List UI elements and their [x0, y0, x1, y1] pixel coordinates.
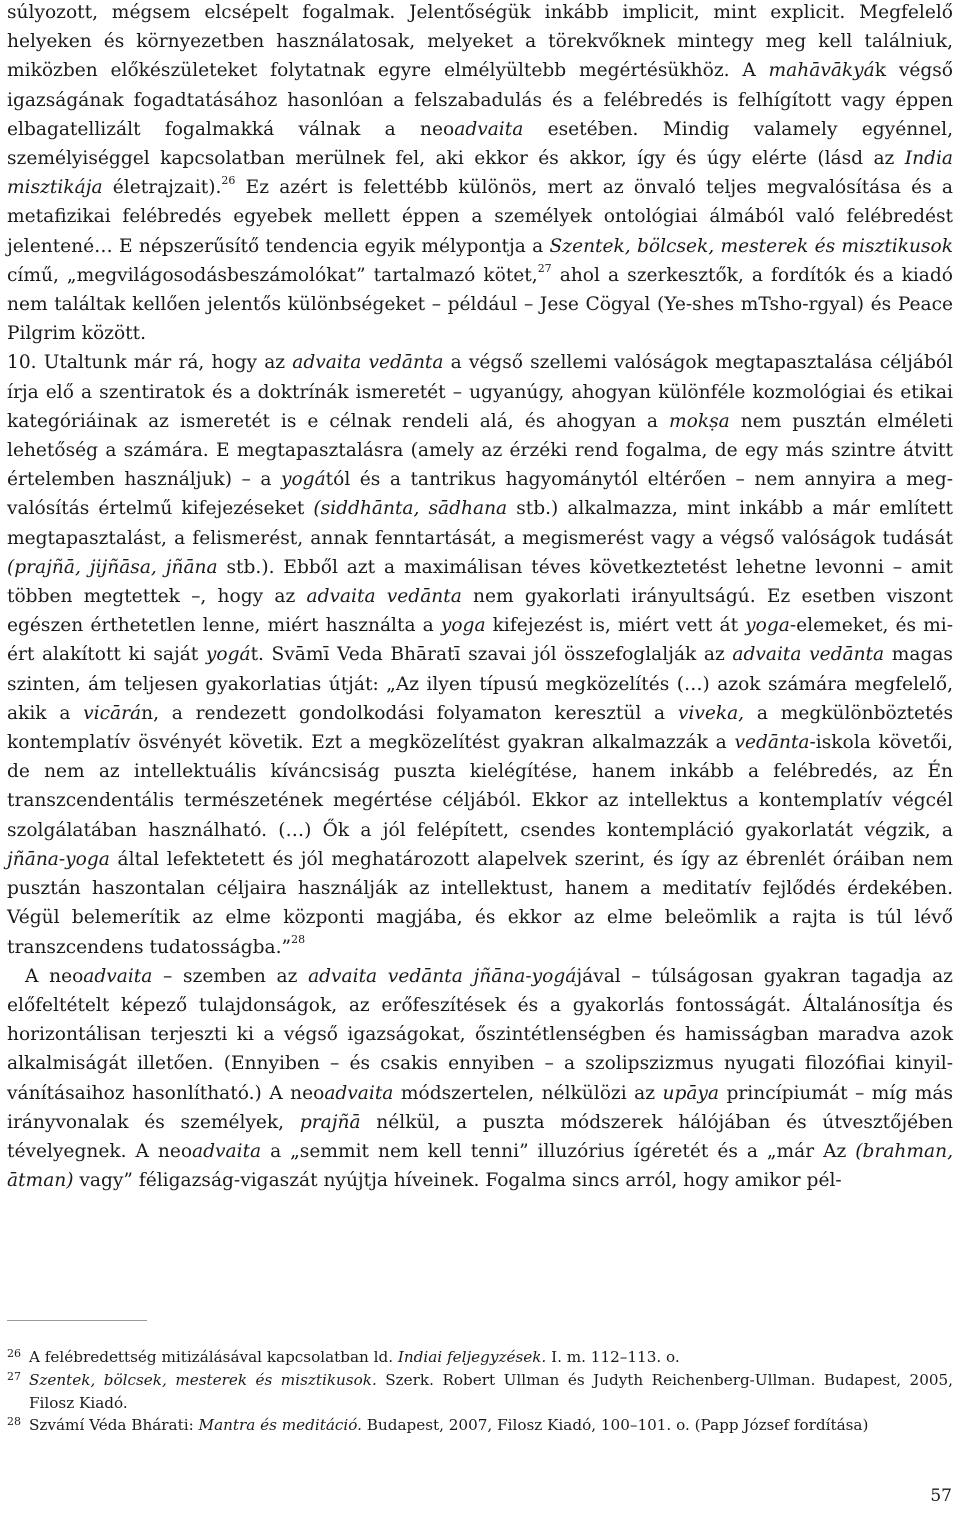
- italic-term: advaita vedānta: [306, 586, 462, 608]
- text-run: Ez azért is felettébb különös, mert az önvaló teljes megvalósítása és a metafizikai felébredés egyebek mellett éppen a személyek ontológiai álmából való felébredést jelentené… E népszerűsítő tendencia egyik mélypontja a: [7, 177, 953, 257]
- footnotes: [7, 1346, 953, 1437]
- main-text: [7, 0, 953, 1195]
- text-run: -elemeket, és miért alakított ki saját: [7, 615, 953, 666]
- text-run: a végső szellemi valóságok megtapasztalása céljából írja elő a szentiratok és a doktrínák ismeretét – ugyanúgy, ahogyan különféle kozmológiai és etikai kategóriáinak az ismeretét is e célnak rendeli alá, és ahogyan a: [7, 352, 953, 432]
- text-run: súlyozott, mégsem elcsépelt fogalmak. Jelentőségük inkább implicit, mint explicit. Megfelelő helyeken és környezetben használatosak, melyeket a törekvőknek mintegy meg kell találniuk, miközben előkészületeket folytatnak egyre elmélyültebb megértésükhöz. A: [7, 2, 953, 82]
- italic-term: yoga: [440, 615, 486, 637]
- italic-term: Indiai feljegyzések.: [397, 1348, 547, 1366]
- text-run: Budapest, 2007, Filosz Kiadó, 100–101. o. (Papp József fordítása): [361, 1416, 869, 1435]
- italic-term: advaita vedānta: [292, 352, 444, 374]
- footnote-text: [29, 1414, 953, 1437]
- italic-term: advaita vedānta: [732, 644, 885, 666]
- italic-term: mokṣa: [669, 410, 730, 432]
- footnote-text: [29, 1369, 953, 1415]
- text-run: ahol a szerkesztők, a fordítók és a kiadó nem találtak kellően jelentős különbségeket – például – Jese Cögyal (Ye-shes mTsho-rgyal) és Peace Pilgrim között.: [7, 264, 953, 345]
- italic-term: Szentek, bölcsek, mesterek és misztikusok.: [29, 1370, 377, 1389]
- text-run: Szvámí Véda Bhárati:: [29, 1416, 199, 1435]
- paragraph-2-numbered: [7, 348, 953, 961]
- italic-term: vedānta: [734, 732, 810, 754]
- footnote-28: [7, 1414, 953, 1437]
- italic-term: advaita: [192, 1140, 262, 1162]
- text-run: életrajzait).: [102, 177, 222, 199]
- italic-term: advaita: [324, 1082, 394, 1104]
- footnote-text: [29, 1346, 953, 1369]
- text-run: n, a rendezett gondolkodási folyamaton keresztül a: [141, 702, 678, 724]
- italic-term: Mantra és meditáció.: [198, 1416, 362, 1435]
- footnote-number: 26: [7, 1347, 21, 1360]
- text-run: a megkülönböztetés kontemplatív ösvényét követik. Ezt a megközelítést gyakran alkalmazzák a: [7, 702, 953, 754]
- footnote-ref: 27: [537, 261, 552, 275]
- italic-term: viveka,: [677, 702, 745, 724]
- text-run: nem pusztán elméleti lehetőség a számára. E megtapasztalásra (amely az érzéki rend fogalma, de egy más szintre átvitt értelemben használjuk) – a: [7, 410, 953, 491]
- text-run: nélkül, a puszta módszerek hálójában és útvesztőjében tévelyegnek. A neo: [7, 1111, 953, 1162]
- text-run: stb.) alkalmazza, mint inkább a már említett megtapasztalást, a felismerést, annak fenntartását, a megismerést vagy a végső valóságok tudását: [7, 498, 953, 549]
- paragraph-3: [7, 962, 953, 1196]
- text-run: t. Svāmī Veda Bhāratī szavai jól összefoglalják az: [250, 644, 733, 666]
- page-number: 57: [930, 1486, 952, 1506]
- italic-term: vicārá: [83, 702, 142, 724]
- footnote-number: 27: [7, 1369, 21, 1383]
- footnote-separator: [7, 1320, 147, 1321]
- text-run: jával – túlságosan gyakran tagadja az előfeltételt képező tulajdonságok, az erőfeszítések és a gyakorlás fontosságát. Általánosítja és horizontálisan terjeszti ki a végső igazságokat, őszintétlenségben és hamisságban maradva azok alkalmiságát illetően. (Ennyiben – és csakis ennyiben – a szolipszizmus nyugati filozófiai kinyilvánításaihoz hasonlítható.) A neo: [7, 965, 953, 1104]
- text-run: A neo: [25, 965, 84, 987]
- text-run: esetében. Mindig valamely egyénnel, személyiséggel kapcsolatban merülnek fel, aki ekkor és akkor, így és úgy elérte (lásd az: [7, 118, 954, 170]
- text-run: I. m. 112–113. o.: [546, 1348, 680, 1366]
- text-run: -iskola követői, de nem az intellektuális kíváncsiság puszta kielégítése, hanem inkább a felébredés, az Én transzcendentális természetének megértése céljából. Ekkor az intellektus a kontemplatív végcél szolgálatában használható. (…) Ők a jól felépített, csendes kontempláció gyakorlatát végzik, a: [7, 732, 953, 841]
- italic-term: yogá: [280, 469, 326, 491]
- text-run: Szerk. Robert Ullman és Judyth Reichenberg-Ullman. Budapest, 2005, Filosz Kiadó.: [29, 1370, 954, 1412]
- italic-term: advaita: [454, 118, 524, 140]
- text-run: k végső igazságának fogadtatásához hasonlóan a felszabadulás és a felébredés is felhígított vagy éppen elbagatellizált fogalmakká válnak a neo: [7, 60, 953, 140]
- text-run: módszertelen, nélkülözi az: [393, 1082, 663, 1104]
- italic-term: jñāna-yoga: [7, 848, 110, 870]
- footnote-ref: 26: [221, 174, 236, 188]
- footnote-ref: 28: [291, 933, 306, 947]
- text-run: 10.: [7, 352, 37, 374]
- text-run: nem gyakorlati irányultságú. Ez esetben viszont egészen érthetetlen lenne, miért használta a: [7, 586, 953, 637]
- footnote-27: [7, 1369, 953, 1415]
- text-run: Utaltunk már rá, hogy az: [36, 352, 293, 374]
- text-run: tól és a tantrikus hagyománytól eltérően – nem annyira a megvalósítás értelmű kifejezéseket: [7, 469, 953, 520]
- italic-term: upāya: [662, 1082, 720, 1104]
- text-run: által lefektetett és jól meghatározott alapelvek szerint, és így az ébrenlét óráiban nem pusztán haszontalan céljaira használják az intellektust, hanem a meditatív fejlődés érdekében. Végül belemerítik az elme központi magjába, és ekkor az elme beleömlik a rajta is túl lévő transzcendens tudatosságba.”: [7, 848, 953, 958]
- italic-term: prajñā: [299, 1111, 361, 1133]
- italic-term: India misztikája: [7, 148, 953, 199]
- italic-term: (siddhānta, sādhana: [313, 498, 508, 520]
- footnote-26: [7, 1346, 953, 1369]
- italic-term: Szentek, bölcsek, mesterek és misztikusok: [549, 235, 953, 257]
- italic-term: (brahman, ātman): [7, 1140, 954, 1192]
- italic-term: mahāvākyá: [768, 60, 875, 82]
- text-run: vagy” féligazság-vigaszát nyújtja híveinek. Fogalma sincs arról, hogy amikor pél-: [73, 1170, 842, 1192]
- italic-term: advaita: [83, 965, 153, 987]
- text-run: című, „megvilágosodásbeszámolókat” tartalmazó kötet,: [7, 264, 538, 286]
- paragraph-1: [7, 0, 953, 348]
- italic-term: advaita vedānta jñāna-yogá: [308, 965, 577, 987]
- italic-term: yoga: [745, 615, 790, 637]
- italic-term: yogá: [205, 644, 251, 666]
- text-run: – szemben az: [152, 965, 309, 987]
- text-run: A felébredettség mitizálásával kapcsolatban ld.: [29, 1348, 398, 1366]
- italic-term: (prajñā, jijñāsa, jñāna: [7, 556, 218, 578]
- footnote-number: 28: [7, 1415, 21, 1429]
- text-run: stb.). Ebből azt a maximálisan téves következtetést lehetne levonni – amit többen megtettek –, hogy az: [7, 556, 954, 608]
- text-run: kifejezést is, miért vett át: [485, 615, 746, 637]
- text-run: princípiumát – míg más irányvonalak és személyek,: [7, 1082, 954, 1133]
- text-run: magas szinten, ám teljesen gyakorlatias útját: „Az ilyen típusú megközelítés (…) azok számára megfelelő, akik a: [7, 644, 953, 724]
- text-run: a „semmit nem kell tenni” illuzórius ígéretét és a „már Az: [261, 1140, 856, 1162]
